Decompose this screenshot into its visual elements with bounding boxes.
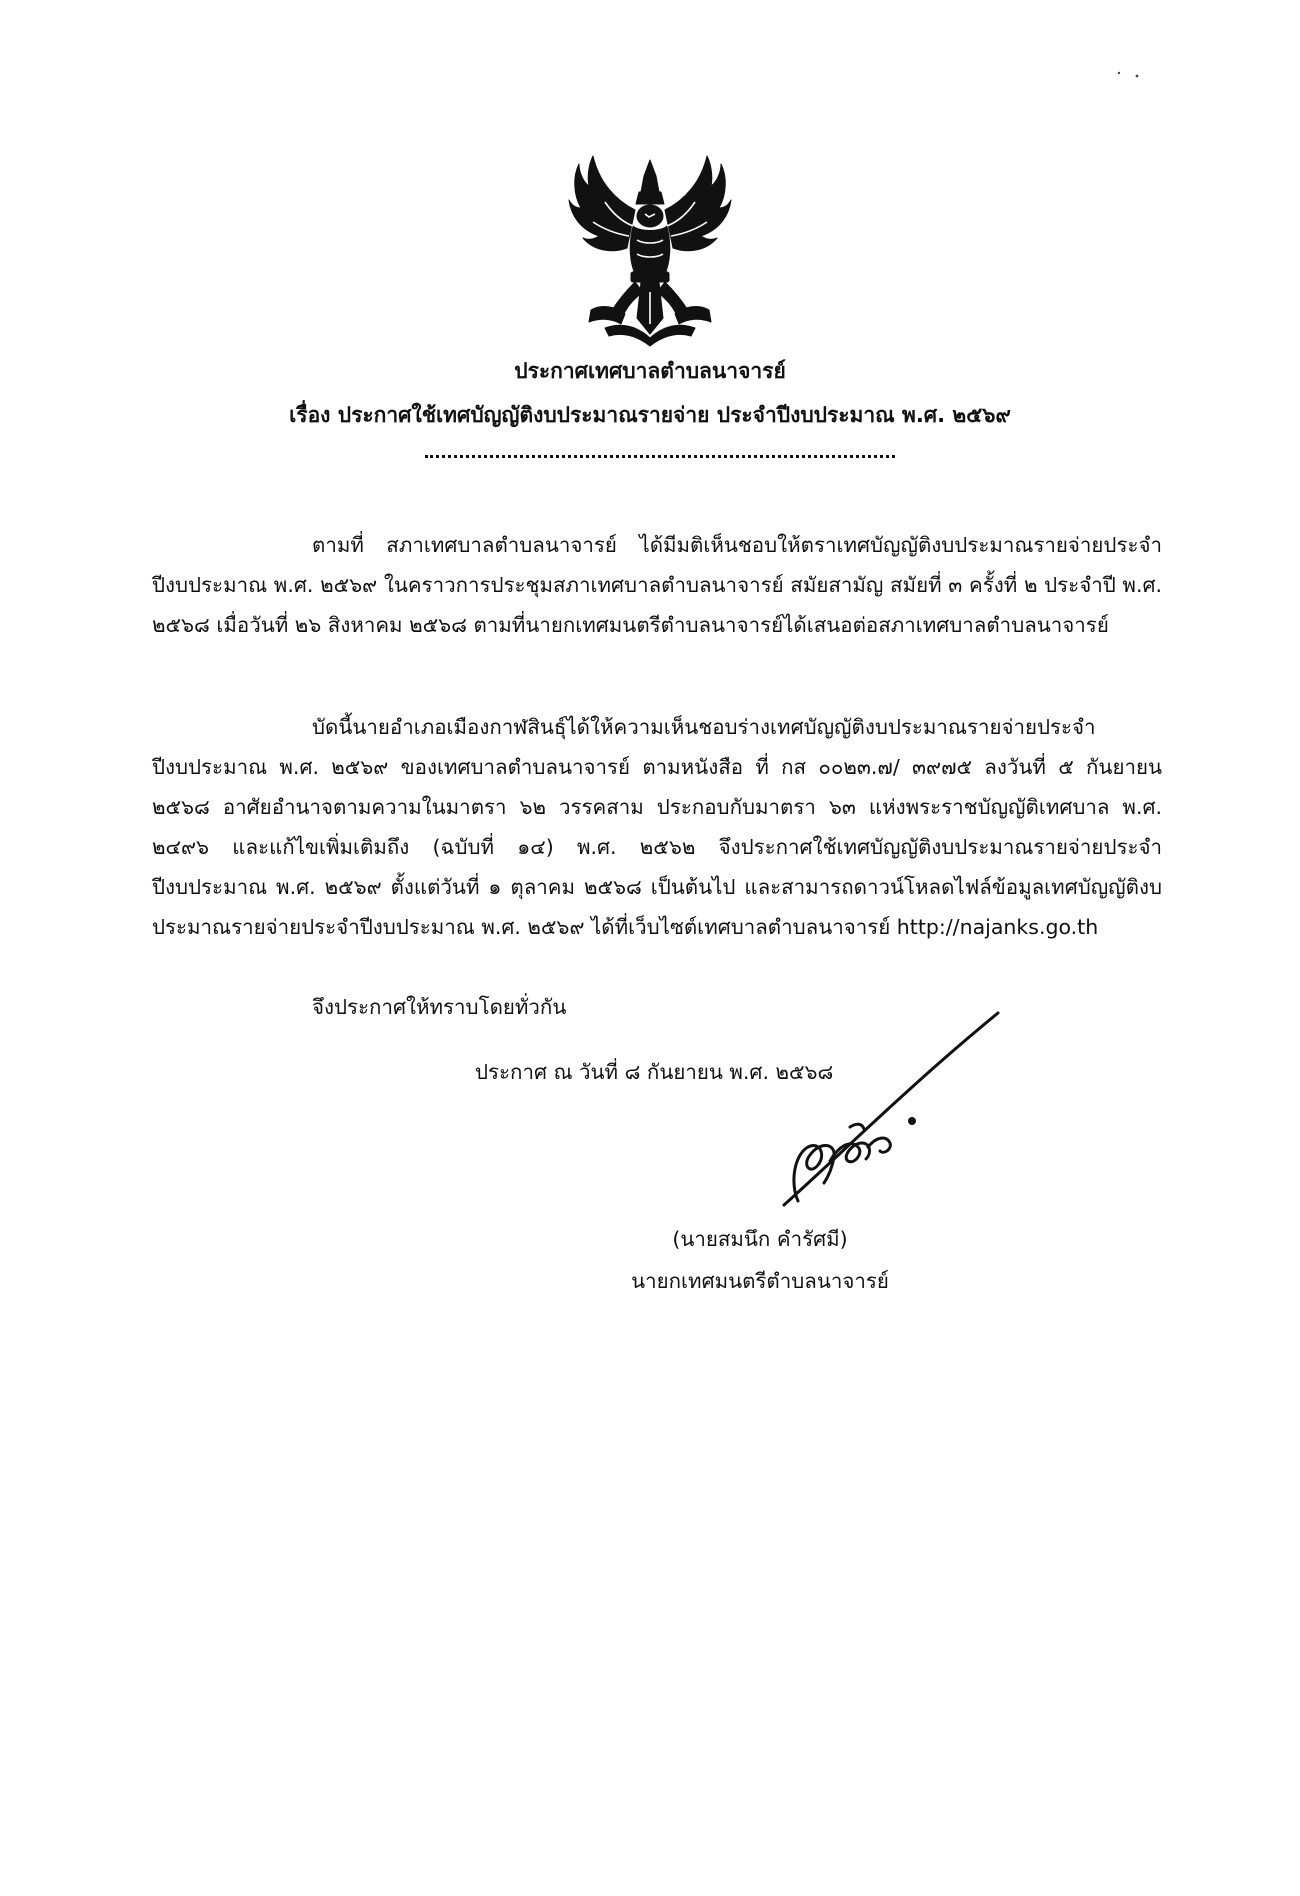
document-title: ประกาศเทศบาลตำบลนาจารย์ (514, 359, 786, 383)
closing-statement: จึงประกาศให้ทราบโดยทั่วกัน (312, 995, 567, 1019)
announcement-date: ประกาศ ณ วันที่ ๘ กันยายน พ.ศ. ๒๕๖๘ (475, 1060, 834, 1084)
garuda-emblem-icon (565, 142, 735, 347)
paragraph-2: บัดนี้นายอำเภอเมืองกาฬสินธุ์ได้ให้ความเห็นชอบร่างเทศบัญญัติงบประมาณรายจ่ายประจำปีงบประมาณ พ.ศ. ๒๕๖๙ ของเทศบาลตำบลนาจารย์ ตามหนังสือ ที่ กส ๐๐๒๓.๗/ ๓๙๗๕ ลงวันที่ ๕ กันยายน ๒๕๖๘ อาศัยอำนาจตามความในมาตรา ๖๒ วรรคสาม ประกอบกับมาตรา ๖๓ แห่งพระราชบัญญัติเทศบาล พ.ศ. ๒๔๙๖ และแก้ไขเพิ่มเติมถึง (ฉบับที่ ๑๔) พ.ศ. ๒๕๖๒ จึงประกาศใช้เทศบัญญัติงบประมาณรายจ่ายประจำปีงบประมาณ พ.ศ. ๒๕๖๙ ตั้งแต่วันที่ ๑ ตุลาคม ๒๕๖๘ เป็นต้นไป และสามารถดาวน์โหลดไฟล์ข้อมูลเทศบัญญัติงบประมาณรายจ่ายประจำปีงบประมาณ พ.ศ. ๒๕๖๙ ได้ที่เว็บไซต์เทศบาลตำบลนาจารย์ http://najanks.go.th (152, 714, 1162, 939)
paragraph-1: ตามที่ สภาเทศบาลตำบลนาจารย์ ได้มีมติเห็นชอบให้ตราเทศบัญญัติงบประมาณรายจ่ายประจำปีงบประมาณ พ.ศ. ๒๕๖๙ ในคราวการประชุมสภาเทศบาลตำบลนาจารย์ สมัยสามัญ สมัยที่ ๓ ครั้งที่ ๒ ประจำปี พ.ศ. ๒๕๖๘ เมื่อวันที่ ๒๖ สิงหาคม ๒๕๖๘ ตามที่นายกเทศมนตรีตำบลนาจารย์ได้เสนอต่อสภาเทศบาลตำบลนาจารย์ (152, 532, 1162, 637)
signer-position: นายกเทศมนตรีตำบลนาจารย์ (631, 1269, 889, 1293)
handwritten-signature (780, 1005, 1010, 1215)
scan-specks (1115, 70, 1145, 80)
signer-name: (นายสมนึก คำรัศมี) (672, 1227, 848, 1251)
document-subject: เรื่อง ประกาศใช้เทศบัญญัติงบประมาณรายจ่าย ประจำปีงบประมาณ พ.ศ. ๒๕๖๙ (289, 403, 1011, 427)
dotted-divider (425, 455, 895, 458)
